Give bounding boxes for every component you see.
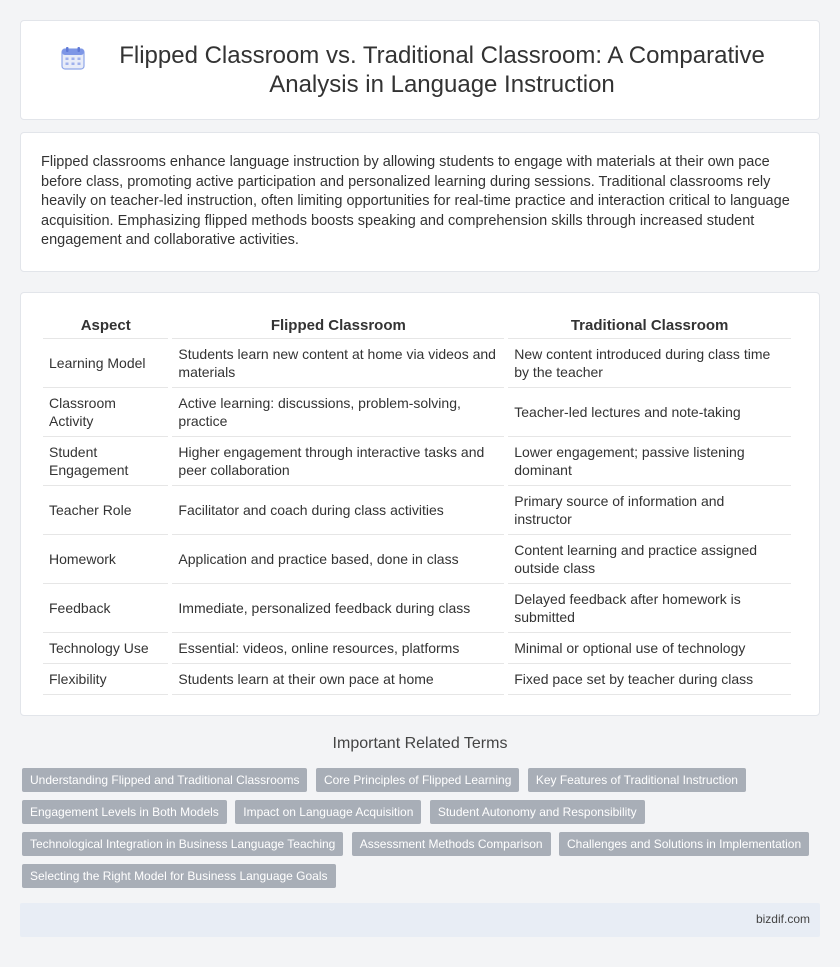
cell-aspect: Learning Model	[43, 339, 168, 388]
cell-flipped: Immediate, personalized feedback during class	[172, 584, 504, 633]
related-term-tag[interactable]: Key Features of Traditional Instruction	[528, 768, 746, 792]
cell-aspect: Teacher Role	[43, 486, 168, 535]
cell-traditional: Minimal or optional use of technology	[508, 633, 791, 664]
header-aspect: Aspect	[43, 313, 168, 339]
table-row	[43, 664, 791, 695]
related-term-tag[interactable]: Core Principles of Flipped Learning	[316, 768, 519, 792]
related-term-tag[interactable]: Challenges and Solutions in Implementation	[559, 832, 809, 856]
cell-traditional: Lower engagement; passive listening dominant	[508, 437, 791, 486]
cell-traditional: Teacher-led lectures and note-taking	[508, 388, 791, 437]
cell-traditional: Primary source of information and instructor	[508, 486, 791, 535]
related-term-tag[interactable]: Selecting the Right Model for Business Language Goals	[22, 864, 336, 888]
header-flipped: Flipped Classroom	[172, 313, 504, 339]
page-title: Flipped Classroom vs. Traditional Classroom: A Comparative Analysis in Language Instruction	[119, 42, 765, 98]
table-row	[43, 535, 791, 584]
cell-traditional: Fixed pace set by teacher during class	[508, 664, 791, 695]
cell-flipped: Students learn at their own pace at home	[172, 664, 504, 695]
table-header-row	[43, 313, 791, 339]
footer-brand-link[interactable]: bizdif.com	[755, 912, 810, 926]
cell-traditional: Content learning and practice assigned outside class	[508, 535, 791, 584]
related-term-tag[interactable]: Engagement Levels in Both Models	[22, 800, 227, 824]
cell-traditional: New content introduced during class time by the teacher	[508, 339, 791, 388]
related-terms-heading: Important Related Terms	[332, 735, 508, 752]
cell-flipped: Essential: videos, online resources, platforms	[172, 633, 504, 664]
title-wrap	[60, 41, 780, 99]
comparison-table	[39, 313, 795, 695]
cell-aspect: Student Engagement	[43, 437, 168, 486]
related-term-tag[interactable]: Impact on Language Acquisition	[235, 800, 421, 824]
comparison-table-card	[20, 292, 820, 716]
cell-aspect: Technology Use	[43, 633, 168, 664]
table-row	[43, 437, 791, 486]
table-row	[43, 633, 791, 664]
calendar-icon	[60, 45, 86, 71]
table-row	[43, 486, 791, 535]
related-terms-list	[22, 768, 818, 896]
header-card	[20, 20, 820, 120]
cell-traditional: Delayed feedback after homework is submitted	[508, 584, 791, 633]
related-term-tag[interactable]: Assessment Methods Comparison	[352, 832, 551, 856]
cell-aspect: Flexibility	[43, 664, 168, 695]
related-term-tag[interactable]: Student Autonomy and Responsibility	[430, 800, 645, 824]
summary-card	[20, 132, 820, 272]
header-traditional: Traditional Classroom	[508, 313, 791, 339]
cell-flipped: Facilitator and coach during class activities	[172, 486, 504, 535]
footer	[20, 903, 820, 937]
table-row	[43, 339, 791, 388]
cell-aspect: Homework	[43, 535, 168, 584]
cell-flipped: Active learning: discussions, problem-solving, practice	[172, 388, 504, 437]
related-term-tag[interactable]: Technological Integration in Business Language Teaching	[22, 832, 343, 856]
cell-flipped: Application and practice based, done in class	[172, 535, 504, 584]
table-row	[43, 584, 791, 633]
cell-flipped: Higher engagement through interactive tasks and peer collaboration	[172, 437, 504, 486]
cell-aspect: Feedback	[43, 584, 168, 633]
related-term-tag[interactable]: Understanding Flipped and Traditional Classrooms	[22, 768, 307, 792]
cell-aspect: Classroom Activity	[43, 388, 168, 437]
table-row	[43, 388, 791, 437]
summary-text: Flipped classrooms enhance language instruction by allowing students to engage with materials at their own pace before class, promoting active participation and personalized learning during sessions. Traditional classrooms rely heavily on teacher-led instruction, often limiting opportunities for real-time practice and interaction critical to language acquisition. Emphasizing flipped methods boosts speaking and comprehension skills through increased student engagement and collaborative activities.	[41, 154, 790, 249]
cell-flipped: Students learn new content at home via videos and materials	[172, 339, 504, 388]
